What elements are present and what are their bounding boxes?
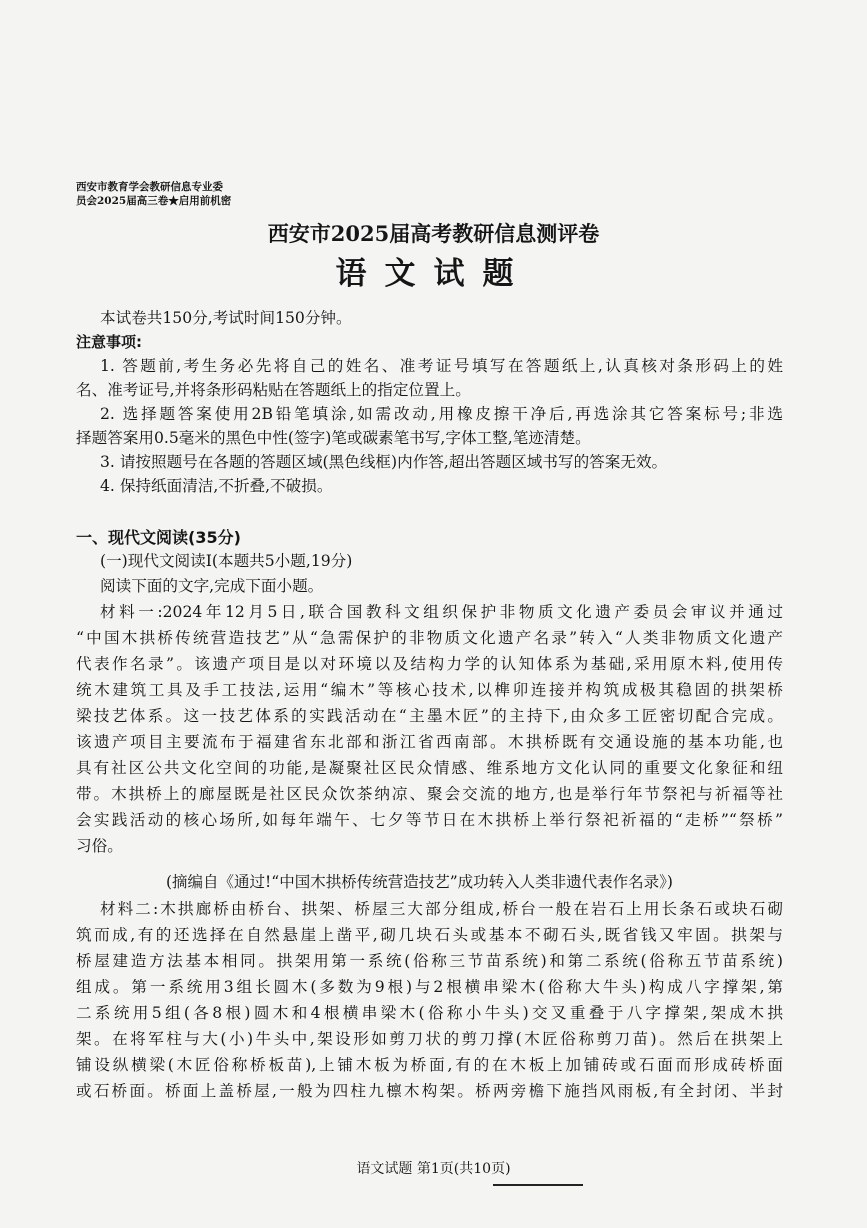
- notice-line: 择题答案用0.5毫米的黑色中性(签字)笔或碳素笔书写,字体工整,笔迹清楚。: [76, 429, 591, 447]
- material1-line: 习俗。: [76, 837, 123, 855]
- material2-line: 筑而成,有的还选择在自然悬崖上凿平,砌几块石头或基本不砌石头,既省钱又牢固。拱架与: [76, 926, 783, 944]
- material1-line: 带。木拱桥上的廊屋既是社区民众饮茶纳凉、聚会交流的地方,也是举行年节祭祀与祈福等社: [76, 785, 783, 803]
- material2-line: 组成。第一系统用3组长圆木(多数为9根)与2根横串梁木(俗称大牛头)构成八字撑架,第: [76, 978, 783, 996]
- material1-line: 代表作名录”。该遗产项目是以对环境以及结构力学的认知体系为基础,采用原木料,使用传: [76, 655, 783, 673]
- material1-citation: (摘编自《通过!“中国木拱桥传统营造技艺”成功转入人类非遗代表作名录》): [166, 873, 673, 891]
- material2-line: 二系统用5组(各8根)圆木和4根横串梁木(俗称小牛头)交叉重叠于八字撑架,架成木拱: [76, 1004, 783, 1022]
- material1-line: “中国木拱桥传统营造技艺”从“急需保护的非物质文化遗产名录”转入“人类非物质文化遗产: [76, 629, 783, 647]
- notice-line: 2. 选择题答案使用2B铅笔填涂,如需改动,用橡皮擦干净后,再选涂其它答案标号;非选: [100, 405, 783, 423]
- notice-line: 名、准考证号,并将条形码粘贴在答题纸上的指定位置上。: [76, 381, 471, 399]
- notice-title: 注意事项:: [76, 333, 142, 351]
- material2-line: 或石桥面。桥面上盖桥屋,一般为四柱九檩木构架。桥两旁檐下施挡风雨板,有全封闭、半封: [76, 1082, 783, 1100]
- section-title: 一、现代文阅读(35分): [76, 528, 241, 547]
- notice-line: 3. 请按照题号在各题的答题区域(黑色线框)内作答,超出答题区域书写的答案无效。: [100, 453, 668, 471]
- material1-line: 该遗产项目主要流布于福建省东北部和浙江省西南部。木拱桥既有交通设施的基本功能,也: [76, 733, 783, 751]
- material2-line: 桥屋建造方法基本相同。拱架用第一系统(俗称三节苗系统)和第二系统(俗称五节苗系统): [76, 952, 783, 970]
- exam-main-title: 西安市2025届高考教研信息测评卷: [267, 221, 600, 246]
- exam-subject-title: 语文试题: [335, 256, 532, 292]
- material1-line: 具有社区公共文化空间的功能,是凝聚社区民众情感、维系地方文化认同的重要文化象征和纽: [76, 759, 783, 777]
- org-line-1: 西安市教育学会教研信息专业委: [76, 181, 223, 193]
- org-line-2: 员会2025届高三卷★启用前机密: [76, 195, 232, 207]
- intro-text: 本试卷共150分,考试时间150分钟。: [100, 309, 352, 327]
- scan-mark: [493, 1184, 583, 1186]
- material1-line: 会实践活动的核心场所,如每年端午、七夕等节日在木拱桥上举行祭祀祈福的“走桥”“祭桥”: [76, 811, 783, 829]
- notice-line: 1. 答题前,考生务必先将自己的姓名、准考证号填写在答题纸上,认真核对条形码上的姓: [100, 357, 783, 375]
- material2-line: 材料二:木拱廊桥由桥台、拱架、桥屋三大部分组成,桥台一般在岩石上用长条石或块石砌: [100, 900, 783, 918]
- material2-line: 铺设纵横梁(木匠俗称桥板苗),上铺木板为桥面,有的在木板上加铺砖或石面而形成砖桥面: [76, 1056, 783, 1074]
- page-footer: 语文试题 第1页(共10页): [356, 1161, 511, 1177]
- material2-line: 架。在将军柱与大(小)牛头中,架设形如剪刀状的剪刀撑(木匠俗称剪刀苗)。然后在拱架上: [76, 1030, 783, 1048]
- subsection-title: (一)现代文阅读Ⅰ(本题共5小题,19分): [100, 552, 353, 570]
- material1-line: 统木建筑工具及手工技法,运用“编木”等核心技术,以榫卯连接并构筑成极其稳固的拱架桥: [76, 681, 783, 699]
- material1-line: 梁技艺体系。这一技艺体系的实践活动在“主墨木匠”的主持下,由众多工匠密切配合完成。: [76, 707, 783, 725]
- notice-line: 4. 保持纸面清洁,不折叠,不破损。: [100, 477, 333, 495]
- reading-instruction: 阅读下面的文字,完成下面小题。: [100, 577, 324, 595]
- material1-line: 材料一:2024年12月5日,联合国教科文组织保护非物质文化遗产委员会审议并通过: [100, 603, 783, 621]
